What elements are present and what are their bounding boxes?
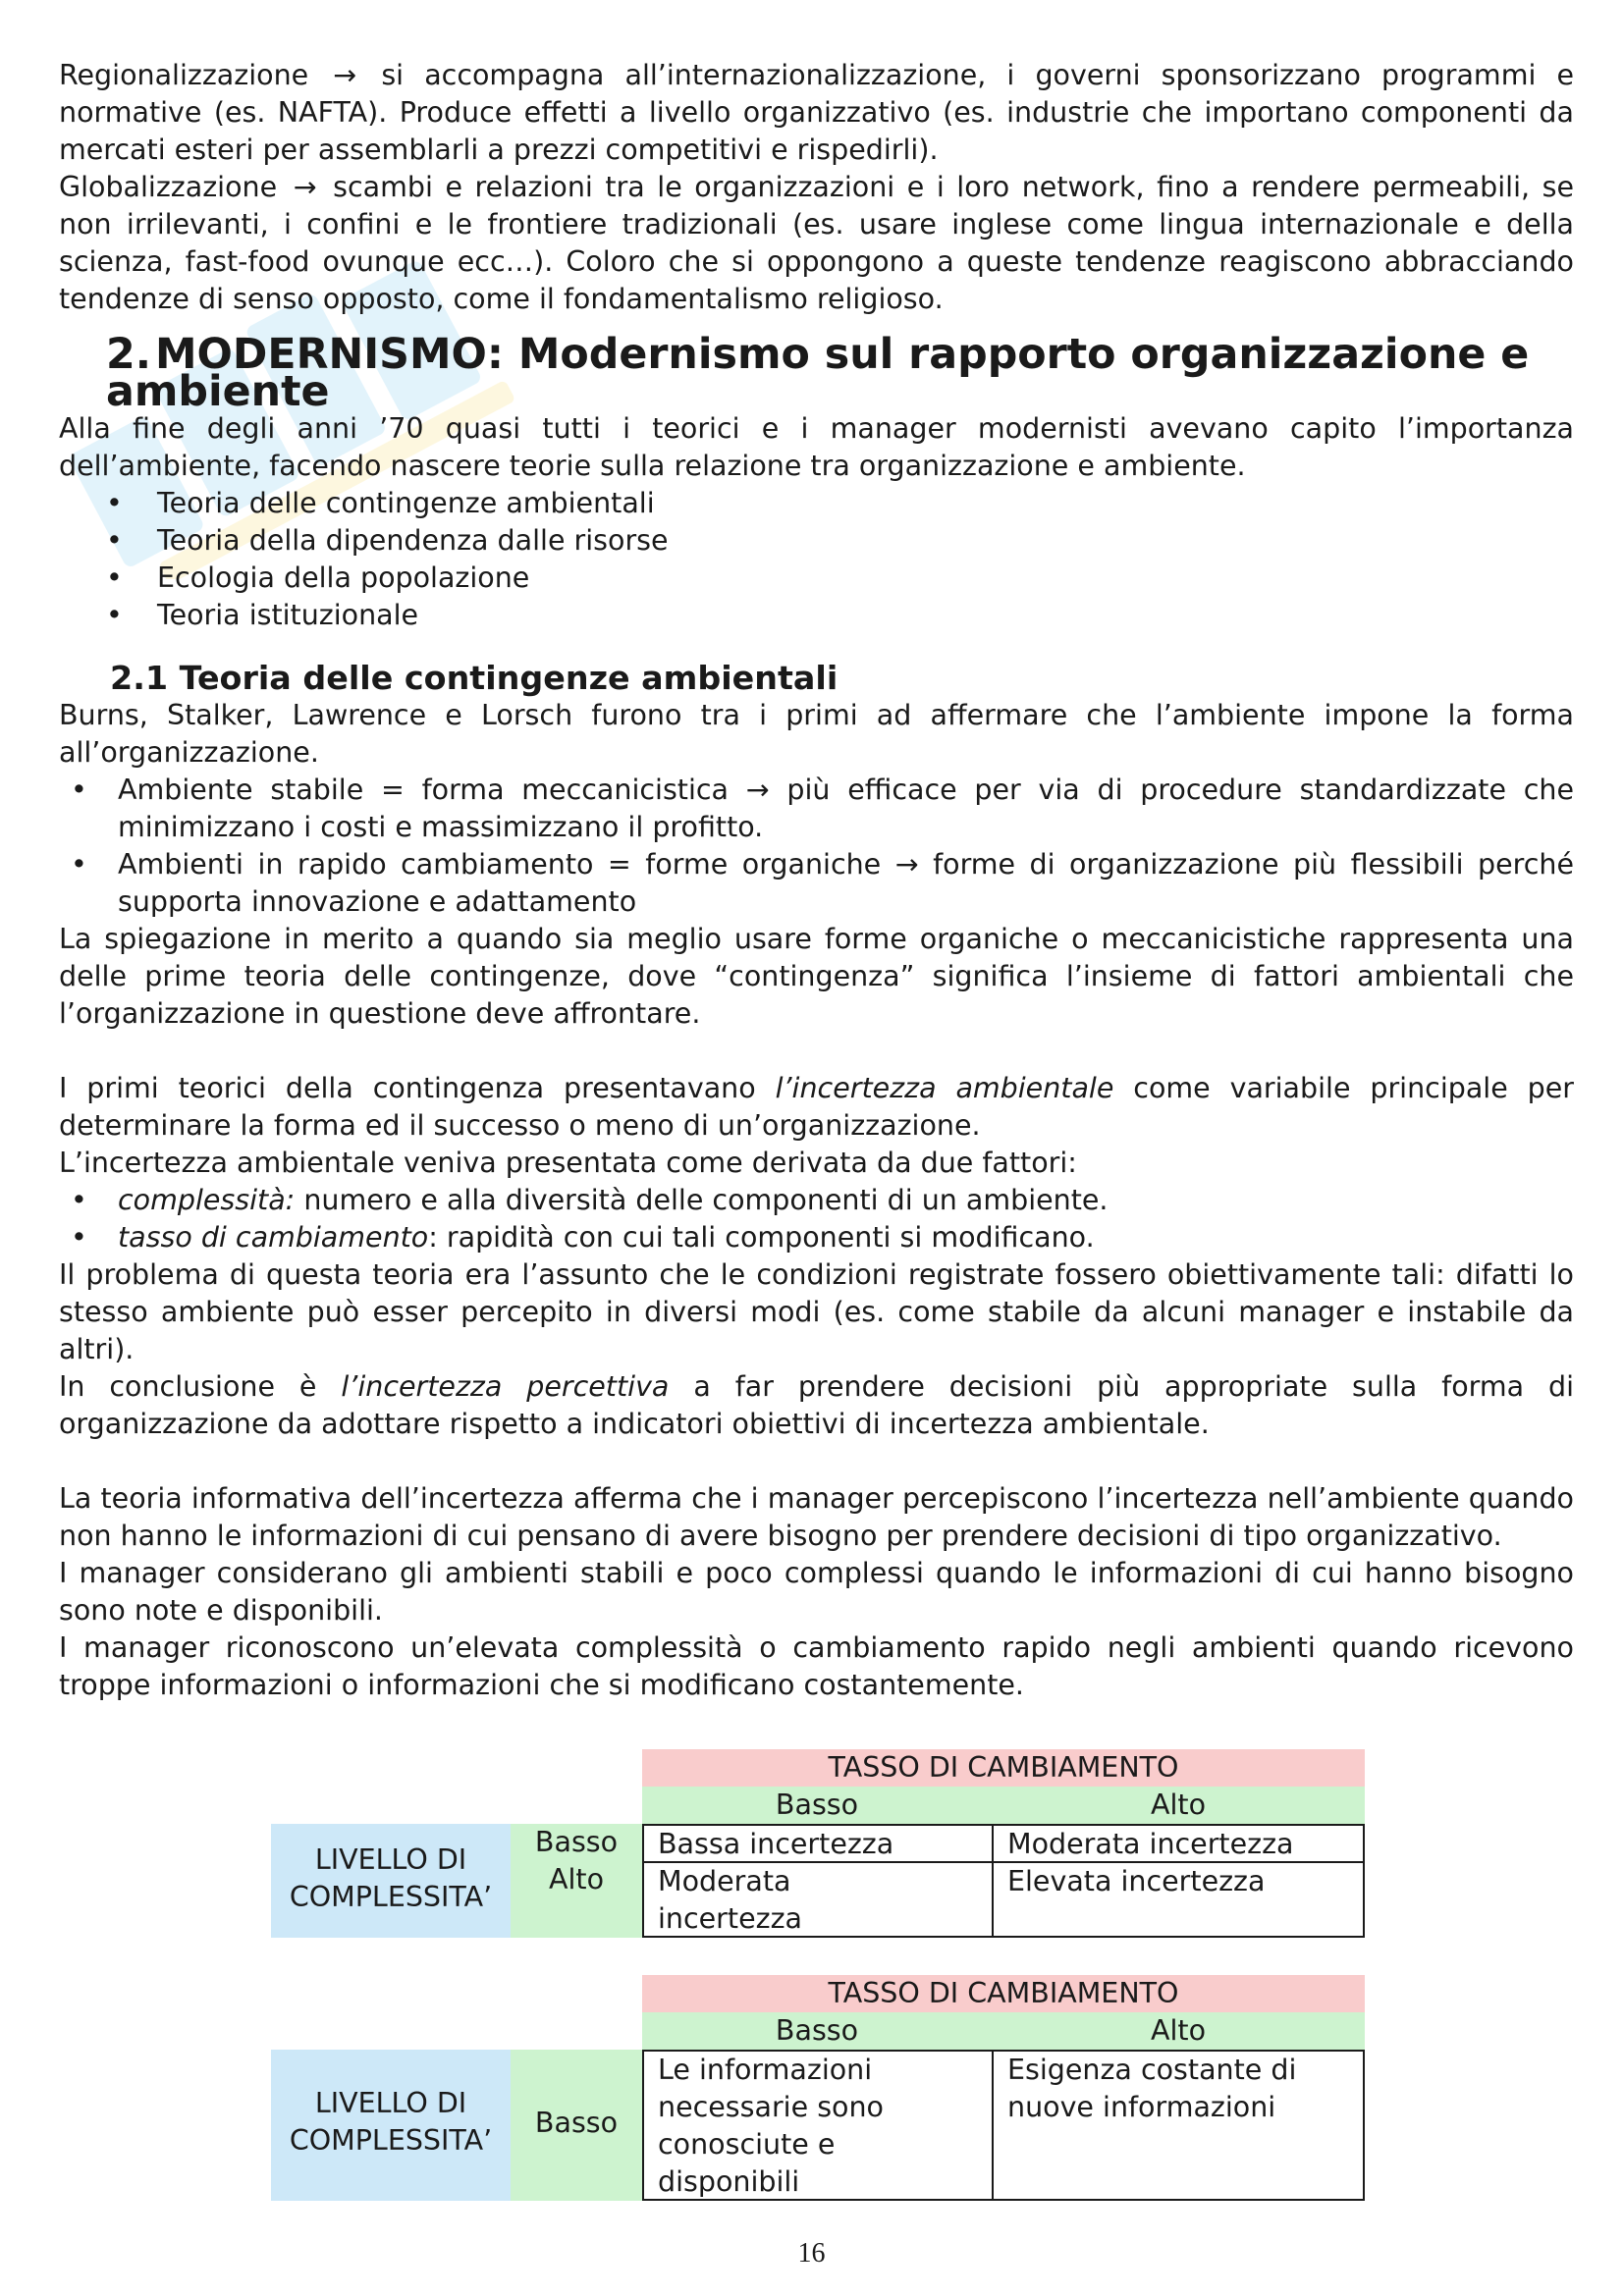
- row-label: LIVELLO DI COMPLESSITA’: [271, 1824, 511, 1938]
- table-cell: Le informazioni necessarie sono conosciute e disponibili: [642, 2050, 994, 2201]
- table-cell: Bassa incertezza: [642, 1824, 994, 1863]
- list-item: • complessità: numero e alla diversità delle componenti di un ambiente.: [59, 1182, 1574, 1219]
- paragraph-regionalizzazione: Regionalizzazione → si accompagna all’internazionalizzazione, i governi sponsorizzano programmi e normative (es. NAFTA). Produce effetti a livello organizzativo (es. industrie che importano componenti da mercati esteri per assemblarli a prezzi competitivi e rispedirli).: [59, 59, 1575, 166]
- list-item: • Teoria della dipendenza dalle risorse: [59, 522, 1574, 560]
- paragraph: I primi teorici della contingenza presentavano l’incertezza ambientale come variabile principale per determinare la forma ed il successo o meno di un’organizzazione.: [59, 1072, 1574, 1142]
- section-heading: 2.MODERNISMO: Modernismo sul rapporto organizzazione e ambiente: [106, 330, 1530, 416]
- paragraph: La teoria informativa dell’incertezza afferma che i manager percepiscono l’incertezza nell’ambiente quando non hanno le informazioni di cui pensano di avere bisogno per prendere decisioni di tipo organizzativo.: [59, 1482, 1574, 1552]
- table-cell: Esigenza costante di nuove informazioni: [992, 2050, 1365, 2201]
- paragraph: I manager riconoscono un’elevata complessità o cambiamento rapido negli ambienti quando ricevono troppe informazioni o informazioni che si modificano costantemente.: [59, 1631, 1574, 1701]
- factor-list: [59, 1182, 1574, 1256]
- column-label-high: Alto: [992, 1787, 1365, 1824]
- paragraph: Burns, Stalker, Lawrence e Lorsch furono tra i primi ad affermare che l’ambiente impone la forma all’organizzazione.: [59, 699, 1574, 769]
- arrow-glyph: →: [333, 59, 357, 91]
- list-item: • Ambienti in rapido cambiamento = forme organiche → forme di organizzazione più flessibili perché supporta innovazione e adattamento: [59, 846, 1574, 921]
- paragraph: I manager considerano gli ambienti stabili e poco complessi quando le informazioni di cui hanno bisogno sono note e disponibili.: [59, 1557, 1574, 1627]
- list-item: • tasso di cambiamento: rapidità con cui tali componenti si modificano.: [59, 1219, 1574, 1256]
- subsection-heading: 2.1 Teoria delle contingenze ambientali: [110, 659, 839, 697]
- table-cell: Moderata incertezza: [642, 1861, 994, 1938]
- table-header: TASSO DI CAMBIAMENTO: [642, 1975, 1365, 2012]
- table-cell: Moderata incertezza: [992, 1824, 1365, 1863]
- paragraph: L’incertezza ambientale veniva presentata come derivata da due fattori:: [59, 1147, 1077, 1179]
- row-level: Basso: [511, 2050, 642, 2201]
- table-cell: Elevata incertezza: [992, 1861, 1365, 1938]
- paragraph: In conclusione è l’incertezza percettiva a far prendere decisioni più appropriate sulla forma di organizzazione da adottare rispetto a indicatori obiettivi di incertezza ambientale.: [59, 1370, 1574, 1440]
- paragraph-globalizzazione: Globalizzazione → scambi e relazioni tra le organizzazioni e i loro network, fino a rendere permeabili, se non irrilevanti, i confini e le frontiere tradizionali (es. usare inglese come lingua internazionale e della scienza, fast-food ovunque ecc…). Coloro che si oppongono a queste tendenze reagiscono abbracciando tendenze di senso opposto, come il fondamentalismo religioso.: [59, 171, 1575, 315]
- column-label-low: Basso: [642, 2012, 992, 2050]
- list-item: • Teoria istituzionale: [59, 597, 1574, 634]
- column-label-high: Alto: [992, 2012, 1365, 2050]
- row-label: LIVELLO DI COMPLESSITA’: [271, 2050, 511, 2201]
- document-body: [59, 57, 1574, 1704]
- row-levels: Basso Alto: [511, 1824, 642, 1938]
- page-number: 16: [797, 2238, 826, 2269]
- paragraph: La spiegazione in merito a quando sia meglio usare forme organiche o meccanicistiche rappresenta una delle prime teoria delle contingenze, dove “contingenza” significa l’insieme di fattori ambientali che l’organizzazione in questione deve affrontare.: [59, 923, 1574, 1030]
- environment-list: [59, 772, 1574, 921]
- paragraph: Il problema di questa teoria era l’assunto che le condizioni registrate fossero obiettivamente tali: difatti lo stesso ambiente può esser percepito in diversi modi (es. come stabile da alcuni manager e instabile da altri).: [59, 1258, 1574, 1365]
- list-item: • Ambiente stabile = forma meccanicistica → più efficace per via di procedure standardizzate che minimizzano i costi e massimizzano il profitto.: [59, 772, 1574, 846]
- theory-list: [59, 485, 1574, 634]
- list-item: • Teoria delle contingenze ambientali: [59, 485, 1574, 522]
- paragraph: Alla fine degli anni ’70 quasi tutti i teorici e i manager modernisti avevano capito l’importanza dell’ambiente, facendo nascere teorie sulla relazione tra organizzazione e ambiente.: [59, 412, 1574, 482]
- column-label-low: Basso: [642, 1787, 992, 1824]
- table-header: TASSO DI CAMBIAMENTO: [642, 1749, 1365, 1787]
- list-item: • Ecologia della popolazione: [59, 560, 1574, 597]
- arrow-glyph: →: [293, 171, 317, 203]
